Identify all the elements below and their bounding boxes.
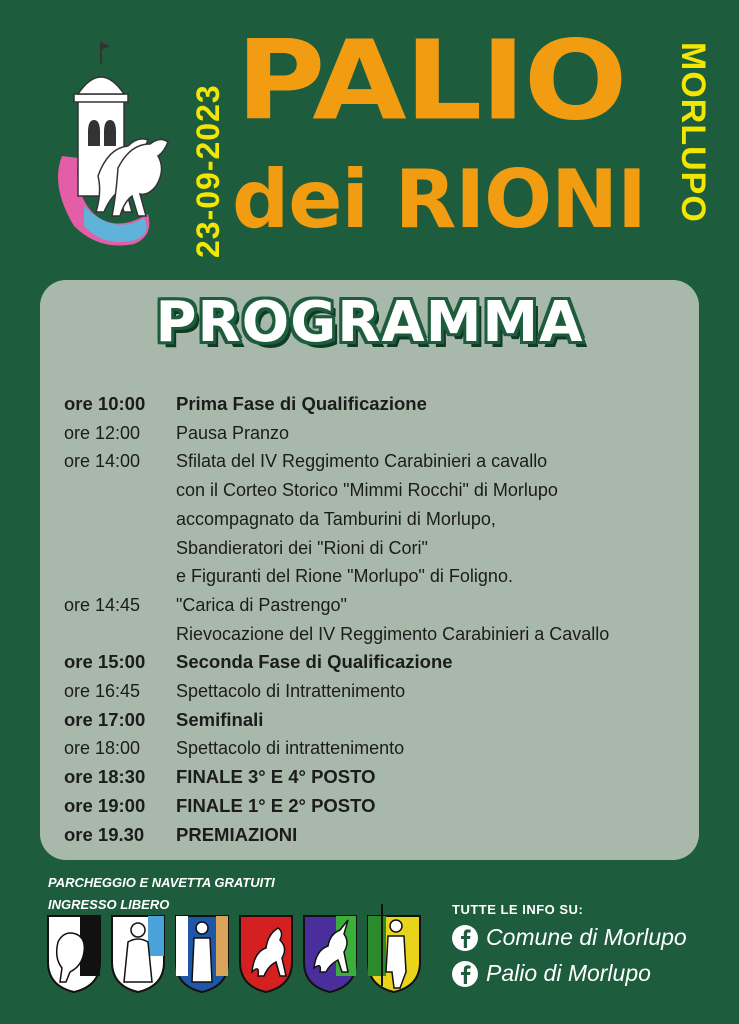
schedule-line: Semifinali — [176, 708, 264, 730]
schedule-description — [176, 734, 694, 763]
schedule-description — [176, 706, 694, 735]
schedule-line: Prima Fase di Qualificazione — [176, 393, 427, 414]
crest-saint-icon — [176, 916, 228, 992]
schedule-description — [176, 390, 694, 419]
schedule-time: ore 17:00 — [64, 708, 146, 730]
schedule-time: ore 14:00 — [64, 451, 141, 472]
schedule-time: ore 19.30 — [64, 823, 145, 845]
schedule-row — [64, 419, 694, 448]
programme-panel — [40, 280, 699, 860]
schedule-description — [176, 447, 694, 591]
schedule-time: ore 12:00 — [64, 422, 141, 443]
crest-bear-icon — [48, 916, 100, 992]
schedule-row — [64, 390, 694, 419]
social-link-palio[interactable] — [452, 960, 651, 987]
event-subtitle: dei RIONI — [232, 153, 646, 246]
schedule-line: Seconda Fase di Qualificazione — [176, 651, 453, 673]
schedule-row — [64, 706, 694, 735]
schedule-time: ore 18:30 — [64, 766, 146, 788]
schedule-line: PREMIAZIONI — [176, 823, 298, 845]
schedule-time: ore 18:00 — [64, 738, 141, 759]
schedule-time: ore 14:45 — [64, 594, 141, 615]
schedule-line: Spettacolo di Intrattenimento — [176, 681, 406, 702]
schedule-description — [176, 792, 694, 821]
schedule-line: accompagnato da Tamburini di Morlupo, — [176, 508, 496, 529]
crest-horse-icon — [240, 916, 292, 992]
schedule-description — [176, 821, 694, 850]
schedule-list — [64, 390, 694, 849]
social-link-comune[interactable] — [452, 924, 687, 951]
programme-heading: PROGRAMMA — [155, 290, 584, 355]
schedule-row — [64, 677, 694, 706]
schedule-row — [64, 447, 694, 591]
crest-knight-icon — [368, 904, 420, 992]
schedule-line: Spettacolo di intrattenimento — [176, 738, 405, 759]
schedule-line: Sbandieratori dei "Rioni di Cori" — [176, 537, 428, 558]
facebook-icon — [452, 925, 478, 951]
schedule-description — [176, 648, 694, 677]
schedule-line: con il Corteo Storico "Mimmi Rocchi" di Morlupo — [176, 480, 558, 501]
social-label: Comune di Morlupo — [486, 924, 687, 950]
event-date: 23-09-2023 — [190, 84, 226, 258]
rioni-crests — [46, 902, 436, 994]
crest-unicorn-icon — [304, 916, 356, 992]
schedule-description — [176, 419, 694, 448]
schedule-row — [64, 648, 694, 677]
palio-logo-icon — [44, 36, 174, 256]
town-name: MORLUPO — [674, 42, 712, 223]
schedule-time: ore 19:00 — [64, 794, 146, 816]
schedule-description — [176, 763, 694, 792]
schedule-time: ore 15:00 — [64, 651, 146, 673]
schedule-line: Rievocazione del IV Reggimento Carabinieri a Cavallo — [176, 623, 610, 644]
crest-madonna-icon — [112, 916, 164, 992]
social-label: Palio di Morlupo — [486, 960, 651, 986]
event-title: PALIO — [236, 17, 626, 145]
info-heading: TUTTE LE INFO SU: — [452, 902, 584, 917]
schedule-row — [64, 792, 694, 821]
schedule-row — [64, 591, 694, 648]
schedule-line: FINALE 3° E 4° POSTO — [176, 766, 376, 788]
schedule-line: FINALE 1° E 2° POSTO — [176, 794, 376, 816]
schedule-row — [64, 734, 694, 763]
schedule-line: Pausa Pranzo — [176, 422, 290, 443]
entry-note: INGRESSO LIBERO — [48, 897, 170, 912]
schedule-line: Sfilata del IV Reggimento Carabinieri a cavallo — [176, 451, 548, 472]
schedule-description — [176, 591, 694, 648]
schedule-row — [64, 763, 694, 792]
facebook-icon — [452, 961, 478, 987]
schedule-line: e Figuranti del Rione "Morlupo" di Foligno. — [176, 566, 513, 587]
schedule-time: ore 10:00 — [64, 393, 146, 414]
parking-note: PARCHEGGIO E NAVETTA GRATUITI — [48, 875, 275, 890]
schedule-line: "Carica di Pastrengo" — [176, 594, 347, 615]
schedule-time: ore 16:45 — [64, 681, 141, 702]
schedule-row — [64, 821, 694, 850]
schedule-description — [176, 677, 694, 706]
